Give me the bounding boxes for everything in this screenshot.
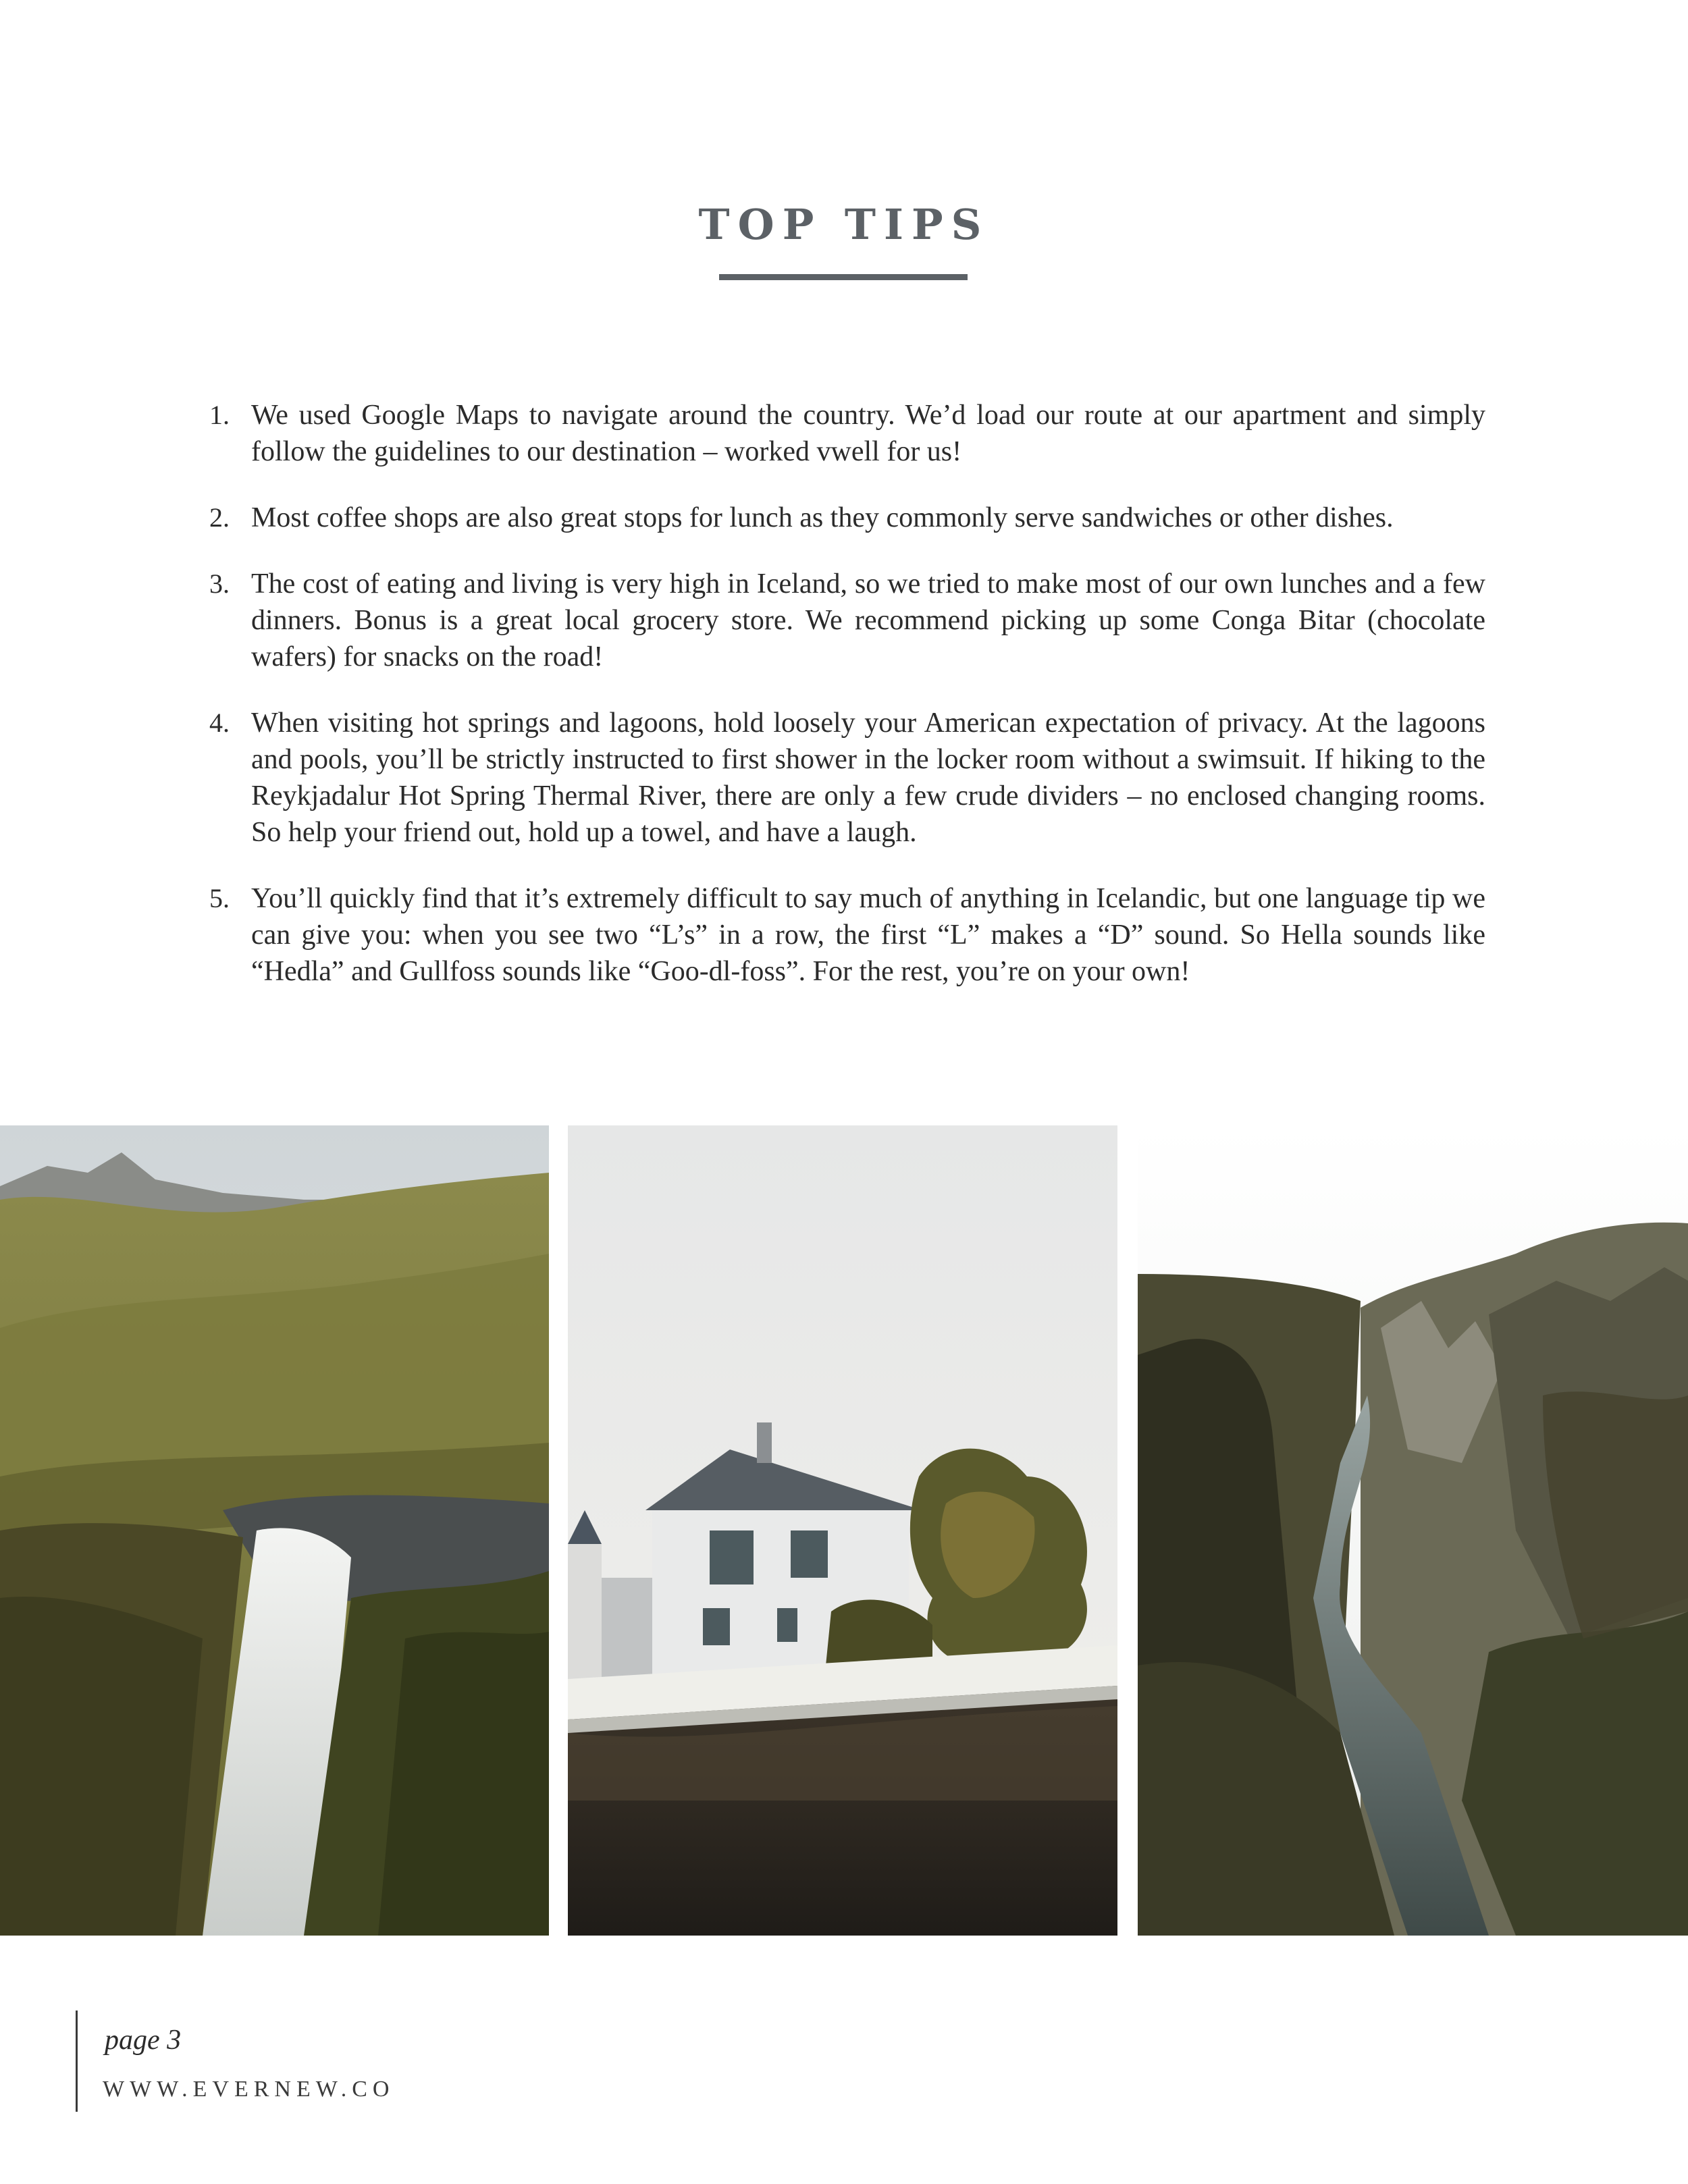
tip-text: Most coffee shops are also great stops for lunch as they commonly serve sandwiches or other dishes. xyxy=(251,502,1394,533)
waterfall-illustration xyxy=(0,1125,549,1936)
tip-number: 1. xyxy=(209,400,230,430)
tip-number: 4. xyxy=(209,708,230,738)
tip-number: 2. xyxy=(209,502,230,533)
list-item xyxy=(203,880,1485,990)
tip-text: When visiting hot springs and lagoons, hold loosely your American expectation of privacy. At the lagoons and pools, you’ll be strictly instructed to first shower in the locker room without a swimsuit. If hiking to the Reykjadalur Hot Spring Thermal River, there are only a few crude dividers – no enclosed changing rooms. So help your friend out, hold up a towel, and have a laugh. xyxy=(251,708,1485,848)
tip-text: The cost of eating and living is very high in Iceland, so we tried to make most of our own lunches and a few dinners. Bonus is a great local grocery store. We recommend picking up some Conga Bitar (chocolate wafers) for snacks on the road! xyxy=(251,568,1485,672)
tips-list xyxy=(203,397,1485,1019)
list-item xyxy=(203,397,1485,470)
tip-number: 3. xyxy=(209,568,230,599)
house-illustration xyxy=(568,1125,1117,1936)
tip-text: You’ll quickly find that it’s extremely difficult to say much of anything in Icelandic, but one language tip we can give you: when you see two “L’s” in a row, the first “L” makes a “D” sound. So Hella sounds like “Hedla” and Gullfoss sounds like “Goo-dl-foss”. For the rest, you’re on your own! xyxy=(251,883,1485,987)
waterfall-photo xyxy=(0,1125,549,1936)
list-item xyxy=(203,566,1485,675)
page-number: page 3 xyxy=(105,2025,182,2056)
tip-text: We used Google Maps to navigate around the country. We’d load our route at our apartment and simply follow the guidelines to our destination – worked vwell for us! xyxy=(251,400,1485,467)
list-item xyxy=(203,705,1485,851)
house-photo xyxy=(568,1125,1117,1936)
footer-divider xyxy=(76,2010,78,2112)
tip-number: 5. xyxy=(209,883,230,913)
list-item xyxy=(203,500,1485,536)
canyon-photo xyxy=(1138,1125,1688,1936)
website-url: WWW.EVERNEW.CO xyxy=(103,2077,395,2102)
title-underline xyxy=(719,274,968,280)
page-title: TOP TIPS xyxy=(698,200,990,249)
canyon-illustration xyxy=(1138,1125,1688,1936)
